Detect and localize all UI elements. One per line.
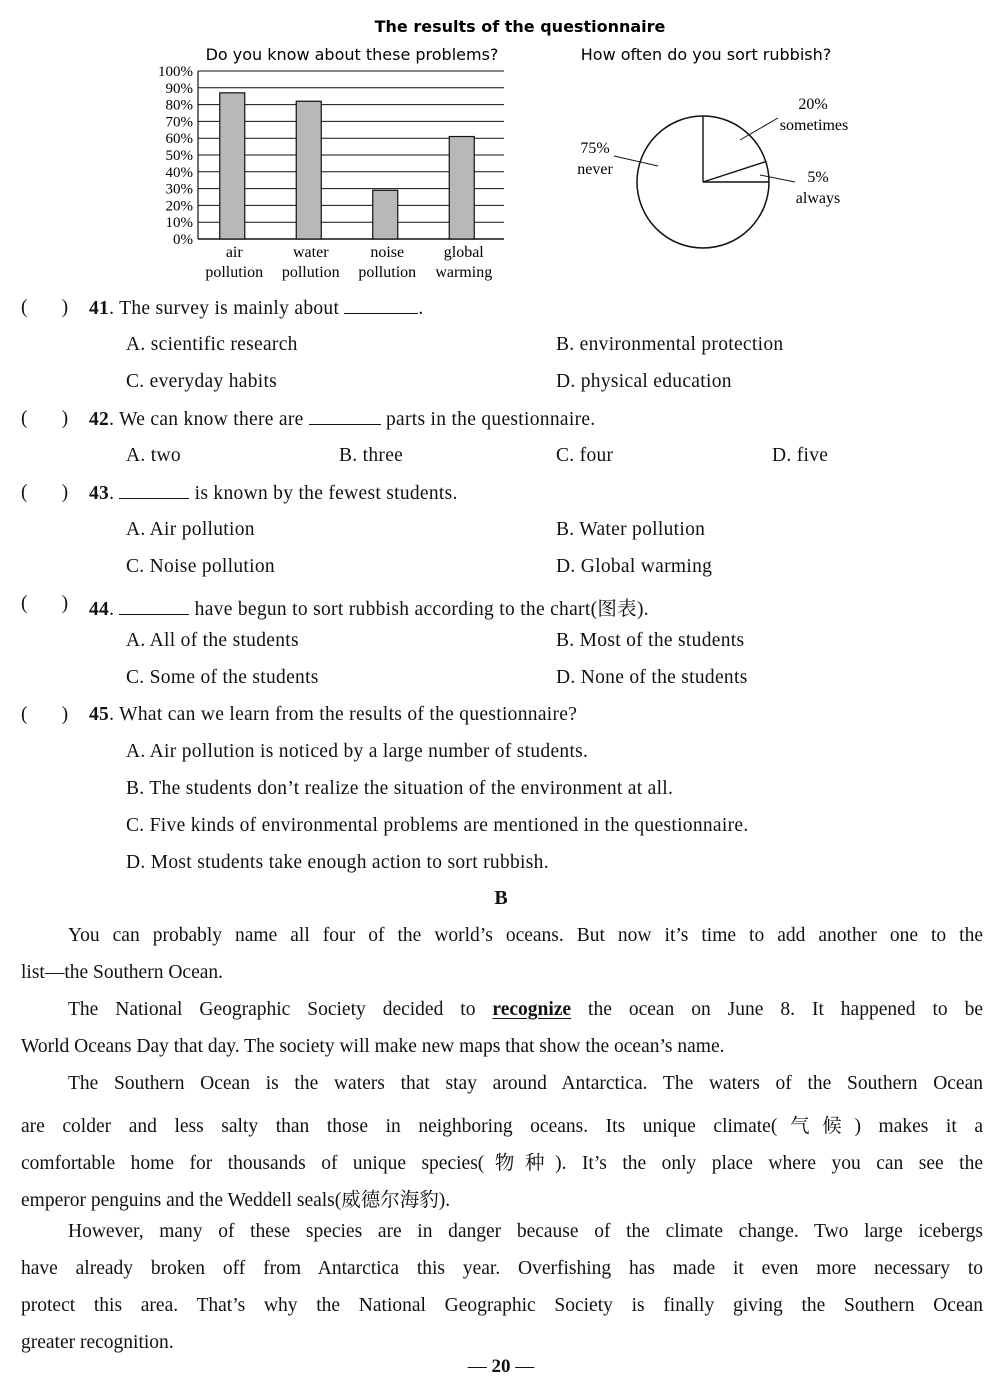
question-number: 42	[89, 409, 110, 430]
bar-chart-x-labels	[205, 244, 492, 281]
y-tick-label: 100%	[158, 64, 193, 80]
y-tick-label: 0%	[173, 232, 193, 248]
bar	[449, 137, 474, 239]
x-tick-label: pollution	[205, 264, 264, 281]
pie-chart-slices	[637, 116, 769, 248]
bar	[296, 101, 321, 239]
passage-line-7: comfortable home for thousands of unique species(物种). It’s the only place where you can see the	[21, 1153, 983, 1174]
passage-line-4: World Oceans Day that day. The society will make new maps that show the ocean’s name.	[21, 1036, 725, 1057]
passage-line-6: are colder and less salty than those in neighboring oceans. Its unique climate(气候) makes it a	[21, 1116, 983, 1137]
bar-chart-title: Do you know about these problems?	[205, 45, 499, 64]
x-tick-label: noise	[370, 244, 405, 261]
option-42-a[interactable]: A. two	[126, 445, 181, 466]
pie-label-never-name: never	[577, 161, 613, 178]
y-tick-label: 40%	[165, 164, 193, 181]
bar-chart-bars	[220, 93, 475, 239]
answer-blank	[119, 482, 189, 499]
question-text-after: parts in the questionnaire.	[380, 409, 596, 430]
bar-chart	[158, 45, 504, 281]
x-tick-label: water	[292, 244, 329, 261]
option-41-b[interactable]: B. environmental protection	[556, 334, 784, 355]
option-45-a[interactable]: A. Air pollution is noticed by a large number of students.	[126, 741, 589, 762]
question-text-after: .	[418, 298, 424, 319]
option-44-a[interactable]: A. All of the students	[126, 630, 299, 651]
pie-chart-title: How often do you sort rubbish?	[580, 45, 832, 64]
page-number-value: 20	[491, 1356, 511, 1377]
x-tick-label: warming	[435, 264, 493, 281]
question-number: 45	[89, 704, 110, 725]
passage-text: the ocean on June 8. It happened to be	[571, 999, 983, 1020]
passage-highlight-word: recognize	[492, 999, 572, 1020]
pie-chart	[577, 45, 848, 248]
bar	[373, 190, 398, 239]
x-tick-label: pollution	[358, 264, 417, 281]
option-45-d[interactable]: D. Most students take enough action to sort rubbish.	[126, 852, 549, 873]
question-45: 45. What can we learn from the results of the questionnaire?	[89, 704, 578, 725]
y-tick-label: 80%	[165, 97, 193, 114]
x-tick-label: air	[225, 244, 243, 261]
pie-leader-sometimes	[740, 118, 778, 140]
x-tick-label: pollution	[281, 264, 340, 281]
passage-line-5: The Southern Ocean is the waters that stay around Antarctica. The waters of the Southern Ocean	[68, 1073, 983, 1094]
questionnaire-charts	[0, 0, 1002, 290]
bar-chart-y-ticks	[158, 64, 193, 248]
charts-title: The results of the questionnaire	[374, 17, 666, 36]
question-text-before: We can know there are	[119, 409, 309, 430]
question-text-after: is known by the fewest students.	[189, 483, 458, 504]
pie-label-sometimes-value: 20%	[798, 96, 828, 113]
y-tick-label: 90%	[165, 80, 193, 97]
question-number: 44	[89, 599, 110, 620]
option-42-d[interactable]: D. five	[772, 445, 829, 466]
pie-label-never-value: 75%	[580, 140, 610, 157]
bar	[220, 93, 245, 239]
option-44-c[interactable]: C. Some of the students	[126, 667, 319, 688]
question-number: 43	[89, 483, 110, 504]
section-b-heading: B	[494, 887, 508, 909]
y-tick-label: 50%	[165, 148, 193, 164]
y-tick-label: 20%	[165, 198, 193, 215]
pie-label-always-value: 5%	[807, 169, 829, 186]
question-43: 43. is known by the fewest students.	[89, 483, 458, 504]
option-43-c[interactable]: C. Noise pollution	[126, 556, 275, 577]
y-tick-label: 10%	[165, 215, 193, 232]
question-number: 41	[89, 298, 110, 319]
question-text-before: What can we learn from the results of the questionnaire?	[119, 704, 578, 725]
option-45-c[interactable]: C. Five kinds of environmental problems are mentioned in the questionnaire.	[126, 815, 749, 836]
passage-line-8: emperor penguins and the Weddell seals(威德尔海豹).	[21, 1190, 451, 1211]
passage-line-11: protect this area. That’s why the National Geographic Society is finally giving the Southern Ocean	[21, 1295, 983, 1316]
option-43-d[interactable]: D. Global warming	[556, 556, 713, 577]
question-42: 42. We can know there are parts in the questionnaire.	[89, 409, 596, 430]
answer-paren-45[interactable]: ( )	[21, 704, 69, 725]
pie-label-always-name: always	[795, 190, 841, 207]
y-tick-label: 60%	[165, 131, 193, 148]
question-44: 44. have begun to sort rubbish according to the chart(图表).	[89, 599, 649, 620]
option-41-c[interactable]: C. everyday habits	[126, 371, 278, 392]
option-45-b[interactable]: B. The students don’t realize the situation of the environment at all.	[126, 778, 674, 799]
answer-paren-42[interactable]: ( )	[21, 408, 69, 429]
passage-line-2: list—the Southern Ocean.	[21, 962, 223, 983]
answer-paren-44[interactable]: ( )	[21, 593, 69, 614]
answer-blank	[344, 297, 418, 314]
option-42-b[interactable]: B. three	[339, 445, 404, 466]
passage-line-10: have already broken off from Antarctica this year. Overfishing has made it even more necessary to	[21, 1258, 983, 1279]
option-42-c[interactable]: C. four	[556, 445, 614, 466]
option-44-d[interactable]: D. None of the students	[556, 667, 748, 688]
option-43-b[interactable]: B. Water pollution	[556, 519, 706, 540]
answer-blank	[119, 598, 189, 615]
answer-blank	[309, 408, 381, 425]
answer-paren-41[interactable]: ( )	[21, 297, 69, 318]
option-44-b[interactable]: B. Most of the students	[556, 630, 745, 651]
y-tick-label: 30%	[165, 181, 193, 198]
page-number: — 20 —	[467, 1356, 535, 1377]
passage-line-12: greater recognition.	[21, 1332, 174, 1353]
option-43-a[interactable]: A. Air pollution	[126, 519, 255, 540]
option-41-d[interactable]: D. physical education	[556, 371, 732, 392]
question-41: 41. The survey is mainly about .	[89, 298, 424, 319]
question-text-after: have begun to sort rubbish according to the chart(图表).	[189, 599, 649, 620]
passage-text: The National Geographic Society decided to	[68, 999, 493, 1020]
passage-line-1: You can probably name all four of the world’s oceans. But now it’s time to add another one to the	[68, 925, 983, 946]
passage-line-3	[68, 999, 983, 1021]
answer-paren-43[interactable]: ( )	[21, 482, 69, 503]
option-41-a[interactable]: A. scientific research	[126, 334, 298, 355]
y-tick-label: 70%	[165, 114, 193, 131]
pie-label-sometimes-name: sometimes	[779, 117, 849, 134]
question-text-before: The survey is mainly about	[119, 298, 345, 319]
passage-line-9: However, many of these species are in danger because of the climate change. Two large icebergs	[68, 1221, 983, 1242]
x-tick-label: global	[443, 244, 484, 261]
